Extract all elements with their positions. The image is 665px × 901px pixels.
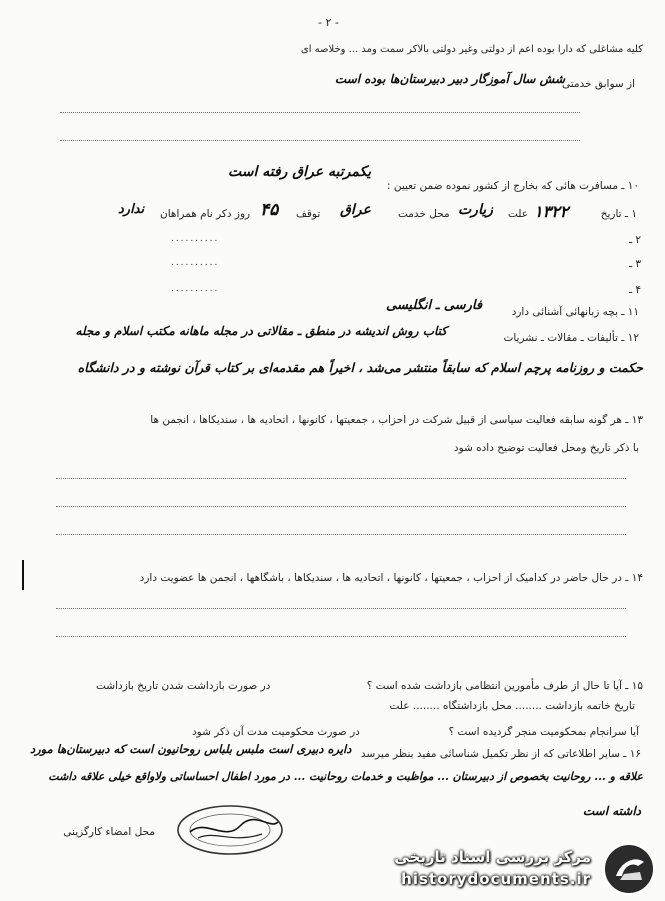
- margin-mark: [22, 560, 24, 590]
- item9-filled2: شش سال آموزگار دبیر دبیرستان‌ها بوده است: [334, 72, 565, 86]
- dotted-line: [56, 534, 626, 535]
- item12-label: ۱۲ ـ تألیفات ـ مقالات ـ نشریات: [503, 332, 639, 344]
- item12-filled1: کتاب روش اندیشه در منطق ـ مقالاتی در مجله ماهانه مکتب اسلام و مجله: [75, 324, 447, 338]
- item10-row1-label: ۱ ـ تاریخ: [600, 208, 637, 220]
- item10-row1-tavaghof: توقف: [296, 208, 321, 220]
- page-number: - ۲ -: [318, 16, 339, 29]
- item10-row4: ۴ ـ: [628, 284, 641, 296]
- item10-row1-days: ۴۵: [260, 200, 279, 220]
- watermark-title: مرکز بررسی اسناد تاریخی: [394, 848, 591, 866]
- item15-line2: تاریخ خاتمه بازداشت ........ محل بازداشتگاه ........ علت: [389, 700, 635, 712]
- ditto-marks: ٠٠٠٠٠٠٠٠٠٠: [170, 260, 219, 270]
- item10-filled: یکمرتبه عراق رفته است: [228, 164, 372, 180]
- item15-line1: ۱۵ ـ آیا تا حال از طرف مأمورین انتظامی بازداشت شده است ؟: [366, 680, 643, 692]
- dotted-line: [56, 608, 626, 609]
- item15-line1-tail: در صورت بازداشت شدن تاریخ بازداشت: [96, 680, 271, 692]
- dotted-line: [60, 112, 580, 113]
- dotted-line: [56, 506, 626, 507]
- item11-label: ۱۱ ـ بچه زبانهائی آشنائی دارد: [511, 306, 639, 318]
- item12-filled2: حکمت و روزنامه پرچم اسلام که سابقاً منتشر می‌شد ، اخیراً هم مقدمه‌ای بر کتاب قرآن نوشته و در دانشگاه: [77, 360, 643, 375]
- item16-label: ۱۶ ـ سایر اطلاعاتی که از نظر تکمیل شناسائی مفید بنظر میرسد: [360, 748, 641, 760]
- item11-filled: فارسی ـ انگلیسی: [386, 298, 483, 313]
- dotted-line: [56, 636, 626, 637]
- stamp-seal: [170, 800, 290, 860]
- item10-row1-companions: ندارد: [118, 202, 145, 217]
- item15-line3: آیا سرانجام بمحکومیت منجر گردیده است ؟: [448, 726, 639, 738]
- item16-filled3: داشته است: [582, 804, 641, 818]
- item10-row1-tail: روز دکر نام همراهان: [160, 208, 251, 220]
- signature-label: محل امضاء کارگزینی: [63, 826, 155, 838]
- item10-label: ۱۰ ـ مسافرت هائی که بخارج از کشور نموده ضمن تعیین :: [386, 180, 639, 192]
- item10-row1-date: ۱۳۲۲: [534, 202, 569, 221]
- item10-row1-mahal: محل خدمت: [398, 208, 450, 220]
- item10-row1-reason: زیارت: [458, 202, 493, 218]
- ditto-marks: ٠٠٠٠٠٠٠٠٠٠: [170, 236, 219, 246]
- item14-line1: ۱۴ ـ در حال حاضر در کدامیک از احزاب ، جمعیتها ، کانونها ، اتحادیه ها ، سندیکاها ، باشگاهها ، انجمن ها عضویت دارد: [139, 572, 643, 584]
- archive-logo-icon: [602, 842, 656, 896]
- item9-text: کلیه مشاغلی که دارا بوده اعم از دولتی وغیر دولتی بالاکر سمت ومد ... وخلاصه ای: [300, 44, 643, 55]
- item10-row1-place: عراق: [340, 202, 371, 218]
- item9-label2: از سوابق خدمتی: [561, 78, 635, 90]
- item13-line2: با ذکر تاریخ ومحل فعالیت توضیح داده شود: [453, 442, 639, 454]
- item13-line1: ۱۳ ـ هر گونه سابقه فعالیت سیاسی از قبیل شرکت در احزاب ، جمعیتها ، کانونها ، اتحادیه ها ، سندیکاها ، انجمن ها: [150, 414, 643, 426]
- item16-filled1: دایره دبیری است ملبس بلباس روحانیون است که دبیرستان‌ها مورد: [30, 742, 352, 756]
- item16-filled2: علاقه و ... روحانیت بخصوص از دبیرستان ... مواظبت و خدمات روحانیت ... در مورد اطفال احساساتی ولاواقع خیلی علاقه داشت: [48, 770, 643, 783]
- watermark-url: historydocuments.ir: [401, 870, 591, 888]
- item10-row3: ۳ ـ: [628, 258, 641, 270]
- item10-row1-illat: علت: [508, 208, 529, 220]
- item15-line3-tail: در صورت محکومیت مدت آن ذکر شود: [192, 726, 360, 738]
- dotted-line: [60, 140, 580, 141]
- dotted-line: [56, 478, 626, 479]
- item10-row2: ۲ ـ: [628, 234, 641, 246]
- ditto-marks: ٠٠٠٠٠٠٠٠٠٠: [170, 286, 219, 296]
